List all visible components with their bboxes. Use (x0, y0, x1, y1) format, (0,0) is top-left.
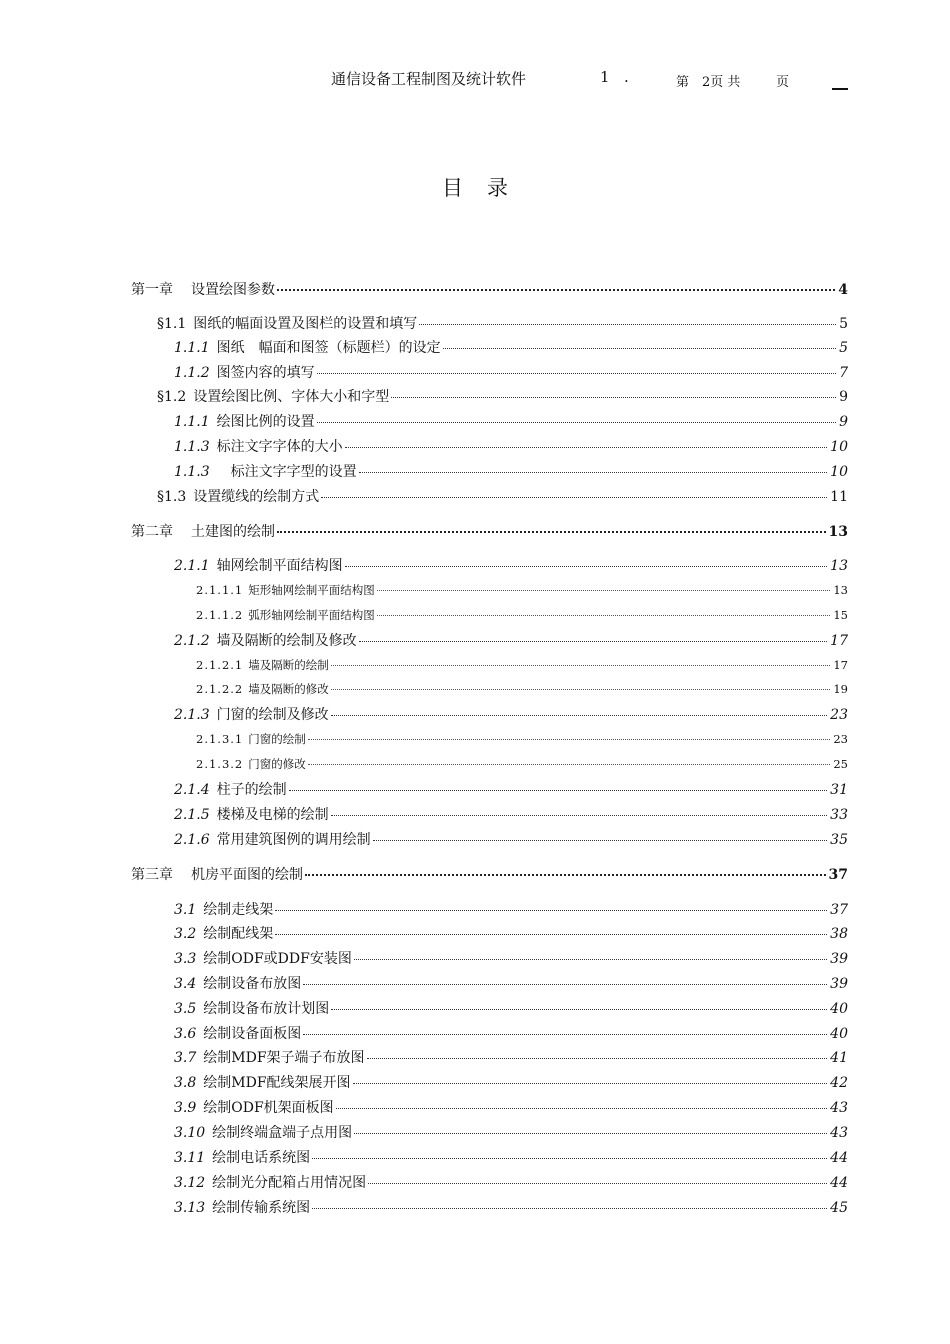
toc-entry-number: 2.1.1.1 (196, 583, 244, 597)
toc-entry[interactable] (174, 362, 848, 382)
toc-entry-number: 2.1.4 (174, 782, 210, 798)
toc-entry-label (174, 804, 329, 824)
toc-entry-page: 9 (839, 389, 848, 405)
toc-dot-leader (367, 1058, 828, 1059)
toc-entry-text: 标注文字字体的大小 (216, 439, 343, 455)
page-header (0, 68, 950, 98)
toc-entry-text: 绘制MDF架子端子布放图 (203, 1050, 365, 1066)
toc-entry-text: 绘制终端盒端子点用图 (212, 1125, 353, 1141)
toc-entry-label (196, 582, 375, 598)
toc-entry-number: 2.1.1 (174, 558, 210, 574)
toc-entry[interactable] (174, 1147, 848, 1167)
toc-entry-label (174, 948, 352, 968)
toc-entry-number: §1.3 (157, 489, 187, 505)
toc-entry-number: 3.12 (174, 1175, 206, 1191)
toc-entry[interactable] (174, 630, 848, 650)
toc-entry-label (174, 362, 315, 382)
toc-entry-number: 2.1.6 (174, 832, 210, 848)
toc-dot-leader (331, 689, 831, 690)
header-dot: . (624, 68, 629, 86)
toc-entry-page: 17 (833, 658, 848, 672)
toc-entry-number: 3.7 (174, 1050, 197, 1066)
toc-entry[interactable] (196, 607, 848, 623)
toc-entry-number: 2.1.2.2 (196, 682, 244, 696)
toc-entry-page: 43 (830, 1100, 848, 1116)
toc-entry[interactable] (174, 1197, 848, 1217)
header-number: 1 (600, 68, 610, 86)
toc-entry[interactable] (174, 337, 848, 357)
toc-entry-text: 机房平面图的绘制 (191, 867, 303, 883)
toc-dot-leader (373, 840, 828, 841)
toc-entry-label (174, 1047, 365, 1067)
toc-entry-number: 3.9 (174, 1100, 197, 1116)
toc-entry[interactable] (196, 657, 848, 673)
toc-entry[interactable] (174, 948, 848, 968)
toc-entry-number: 3.5 (174, 1001, 197, 1017)
toc-entry-text: 图签内容的填写 (216, 365, 315, 381)
toc-entry-label (174, 1197, 310, 1217)
toc-entry-label (157, 486, 319, 506)
toc-entry-text: 绘制MDF配线架展开图 (203, 1075, 351, 1091)
toc-entry-label (174, 461, 357, 481)
toc-entry[interactable] (174, 1122, 848, 1142)
toc-dot-leader (336, 1108, 827, 1109)
toc-entry-page: 40 (830, 1026, 848, 1042)
toc-dot-leader (289, 790, 828, 791)
toc-entry-number: 2.1.5 (174, 807, 210, 823)
toc-entry-text: 轴网绘制平面结构图 (216, 558, 343, 574)
toc-entry[interactable] (196, 731, 848, 747)
toc-entry-page: 41 (830, 1050, 848, 1066)
toc-entry-page: 7 (839, 365, 848, 381)
toc-entry-text: 墙及隔断的修改 (248, 682, 329, 696)
toc-entry[interactable] (174, 1172, 848, 1192)
toc-entry[interactable] (196, 582, 848, 598)
toc-dot-leader (303, 1034, 827, 1035)
toc-entry-number: 1.1.1 (174, 340, 210, 356)
toc-entry-page: 9 (839, 414, 848, 430)
toc-entry-text: 绘制电话系统图 (212, 1150, 311, 1166)
toc-dot-leader (312, 1158, 827, 1159)
toc-entry-page: 37 (828, 867, 848, 883)
toc-entry-page: 15 (833, 608, 848, 622)
toc-entry-text: 绘制传输系统图 (212, 1200, 311, 1216)
toc-entry-page: 37 (830, 902, 848, 918)
toc-entry-number: 1.1.3 (174, 464, 210, 480)
toc-dot-leader (308, 764, 831, 765)
toc-entry-number: 3.6 (174, 1026, 197, 1042)
toc-entry-page: 13 (833, 583, 848, 597)
toc-entry[interactable] (174, 411, 848, 431)
toc-entry-label (196, 681, 329, 697)
toc-entry-text: 门窗的修改 (248, 757, 306, 771)
toc-entry-page: 39 (830, 976, 848, 992)
toc-entry[interactable] (174, 899, 848, 919)
toc-entry-text: 绘制设备布放计划图 (203, 1001, 330, 1017)
toc-dot-leader (443, 348, 836, 349)
toc-entry-text: 绘制ODF机架面板图 (203, 1100, 334, 1116)
toc-entry-label (131, 279, 275, 299)
toc-dot-leader (377, 590, 831, 591)
toc-entry-page: 45 (830, 1200, 848, 1216)
toc-entry-page: 5 (839, 340, 848, 356)
toc-entry-page: 43 (830, 1125, 848, 1141)
toc-entry-number: 3.10 (174, 1125, 206, 1141)
toc-entry-number: 3.3 (174, 951, 197, 967)
toc-dot-leader (354, 959, 827, 960)
toc-entry-label (174, 436, 343, 456)
toc-entry-page: 13 (828, 524, 848, 540)
toc-entry-text: 图纸的幅面设置及图栏的设置和填写 (193, 316, 418, 332)
toc-entry-number: 2.1.3.2 (196, 757, 244, 771)
toc-entry-text: 绘制走线架 (203, 902, 274, 918)
document-title: 通信设备工程制图及统计软件 (331, 70, 527, 88)
toc-entry-page: 13 (830, 558, 848, 574)
toc-entry[interactable] (174, 1023, 848, 1043)
toc-entry[interactable] (157, 386, 848, 406)
toc-entry-text: 门窗的绘制及修改 (216, 707, 329, 723)
toc-entry[interactable] (174, 704, 848, 724)
toc-dot-leader (277, 531, 826, 533)
toc-dot-leader (331, 715, 828, 716)
header-underline (832, 88, 848, 90)
toc-entry-label (174, 1147, 310, 1167)
toc-entry-number: 2.1.2 (174, 633, 210, 649)
toc-dot-leader (391, 397, 836, 398)
toc-entry[interactable] (131, 521, 848, 541)
toc-entry-page: 42 (830, 1075, 848, 1091)
toc-entry-text: 墙及隔断的绘制 (248, 658, 329, 672)
toc-dot-leader (308, 739, 831, 740)
toc-entry[interactable] (174, 923, 848, 943)
toc-entry-page: 19 (833, 682, 848, 696)
toc-dot-leader (345, 566, 828, 567)
toc-entry[interactable] (174, 1047, 848, 1067)
toc-entry-text: 标注文字字型的设置 (216, 464, 357, 480)
toc-entry-label (174, 555, 343, 575)
toc-title: 目录 (442, 176, 532, 200)
toc-entry-page: 25 (833, 757, 848, 771)
toc-dot-leader (345, 447, 828, 448)
toc-entry-number: 3.1 (174, 902, 197, 918)
toc-entry-text: 常用建筑图例的调用绘制 (216, 832, 371, 848)
toc-entry-text: 绘制ODF或DDF安装图 (203, 951, 352, 967)
toc-dot-leader (331, 1009, 827, 1010)
toc-entry-text: 设置绘图比例、字体大小和字型 (193, 389, 390, 405)
toc-entry-number: 1.1.2 (174, 365, 210, 381)
toc-entry-text: 绘制光分配箱占用情况图 (212, 1175, 367, 1191)
toc-entry-number: 第一章 (131, 282, 173, 298)
toc-entry-page: 35 (830, 832, 848, 848)
toc-entry-text: 矩形轴网绘制平面结构图 (248, 583, 375, 597)
toc-entry-text: 绘图比例的设置 (216, 414, 315, 430)
toc-dot-leader (317, 373, 836, 374)
toc-entry-label (174, 1072, 351, 1092)
toc-entry-number: 2.1.1.2 (196, 608, 244, 622)
toc-entry-page: 5 (839, 316, 848, 332)
toc-entry[interactable] (174, 829, 848, 849)
toc-entry-number: 3.8 (174, 1075, 197, 1091)
toc-dot-leader (353, 1083, 828, 1084)
toc-entry[interactable] (157, 313, 848, 333)
toc-entry-label (174, 923, 273, 943)
toc-entry-label (174, 899, 273, 919)
toc-entry-label (131, 864, 303, 884)
toc-entry-page: 44 (830, 1150, 848, 1166)
toc-entry-label (174, 1097, 334, 1117)
toc-dot-leader (359, 641, 828, 642)
toc-entry-page: 17 (830, 633, 848, 649)
toc-entry[interactable] (174, 973, 848, 993)
toc-entry-page: 31 (830, 782, 848, 798)
toc-entry-label (174, 411, 315, 431)
toc-entry-page: 11 (830, 489, 848, 505)
toc-entry-label (196, 756, 306, 772)
toc-entry-page: 23 (830, 707, 848, 723)
toc-entry-number: 1.1.3 (174, 439, 210, 455)
toc-entry-page: 40 (830, 1001, 848, 1017)
toc-dot-leader (277, 289, 835, 291)
toc-entry-text: 设置缆线的绘制方式 (193, 489, 320, 505)
toc-entry-number: 2.1.2.1 (196, 658, 244, 672)
toc-entry[interactable] (174, 998, 848, 1018)
toc-entry-label (196, 607, 375, 623)
toc-entry-label (174, 1122, 352, 1142)
toc-entry-number: 1.1.1 (174, 414, 210, 430)
toc-entry-label (174, 337, 441, 357)
toc-entry-text: 门窗的绘制 (248, 732, 306, 746)
toc-entry-text: 绘制配线架 (203, 926, 274, 942)
toc-entry[interactable] (174, 779, 848, 799)
toc-entry-number: 3.13 (174, 1200, 206, 1216)
toc-entry-number: 第二章 (131, 524, 173, 540)
toc-entry-page: 38 (830, 926, 848, 942)
toc-entry-number: 2.1.3.1 (196, 732, 244, 746)
toc-entry-label (157, 386, 389, 406)
toc-entry[interactable] (174, 436, 848, 456)
toc-entry[interactable] (174, 461, 848, 481)
toc-dot-leader (377, 615, 831, 616)
toc-entry-label (174, 1172, 366, 1192)
toc-entry-label (196, 731, 306, 747)
toc-entry[interactable] (131, 864, 848, 884)
toc-entry-text: 绘制设备面板图 (203, 1026, 302, 1042)
toc-dot-leader (275, 910, 827, 911)
toc-entry-text: 土建图的绘制 (191, 524, 275, 540)
toc-entry-text: 柱子的绘制 (216, 782, 287, 798)
toc-entry-label (174, 630, 357, 650)
toc-entry-page: 39 (830, 951, 848, 967)
toc-entry-label (174, 779, 287, 799)
header-page-info: 第 2页 共 (676, 75, 741, 90)
toc-entry-text: 楼梯及电梯的绘制 (216, 807, 329, 823)
toc-entry-label (174, 973, 301, 993)
toc-entry-page: 23 (833, 732, 848, 746)
toc-entry-label (174, 829, 371, 849)
toc-entry[interactable] (131, 279, 848, 299)
toc-entry[interactable] (174, 804, 848, 824)
toc-dot-leader (419, 324, 836, 325)
toc-entry-number: 第三章 (131, 867, 173, 883)
toc-entry-label (174, 1023, 301, 1043)
toc-entry[interactable] (174, 1097, 848, 1117)
toc-entry-page: 44 (830, 1175, 848, 1191)
toc-entry-text: 弧形轴网绘制平面结构图 (248, 608, 375, 622)
toc-entry-number: §1.1 (157, 316, 187, 332)
toc-dot-leader (359, 472, 828, 473)
toc-entry-label (174, 998, 329, 1018)
toc-entry-page: 10 (830, 464, 848, 480)
toc-dot-leader (303, 984, 827, 985)
toc-dot-leader (317, 422, 836, 423)
toc-entry-text: 绘制设备布放图 (203, 976, 302, 992)
toc-entry-number: §1.2 (157, 389, 187, 405)
toc-dot-leader (368, 1183, 827, 1184)
toc-entry-number: 3.4 (174, 976, 197, 992)
toc-dot-leader (312, 1208, 827, 1209)
toc-entry-page: 4 (838, 282, 848, 298)
toc-dot-leader (331, 815, 828, 816)
toc-entry-label (196, 657, 329, 673)
toc-entry-number: 3.11 (174, 1150, 206, 1166)
toc-entry-number: 3.2 (174, 926, 197, 942)
toc-entry-label (174, 704, 329, 724)
toc-entry[interactable] (196, 756, 848, 772)
toc-entry-page: 33 (830, 807, 848, 823)
toc-entry[interactable] (157, 486, 848, 506)
toc-entry[interactable] (174, 1072, 848, 1092)
toc-entry-number: 2.1.3 (174, 707, 210, 723)
toc-dot-leader (275, 934, 827, 935)
toc-entry-text: 设置绘图参数 (191, 282, 275, 298)
toc-entry[interactable] (174, 555, 848, 575)
toc-entry[interactable] (196, 681, 848, 697)
toc-entry-page: 10 (830, 439, 848, 455)
toc-entry-label (157, 313, 417, 333)
header-total-pages: 页 (776, 75, 790, 90)
toc-entry-label (131, 521, 275, 541)
toc-dot-leader (321, 497, 827, 498)
toc-entry-text: 图纸 幅面和图签（标题栏）的设定 (216, 340, 441, 356)
toc-dot-leader (331, 665, 831, 666)
toc-dot-leader (305, 874, 826, 876)
toc-entry-text: 墙及隔断的绘制及修改 (216, 633, 357, 649)
toc-dot-leader (354, 1133, 827, 1134)
